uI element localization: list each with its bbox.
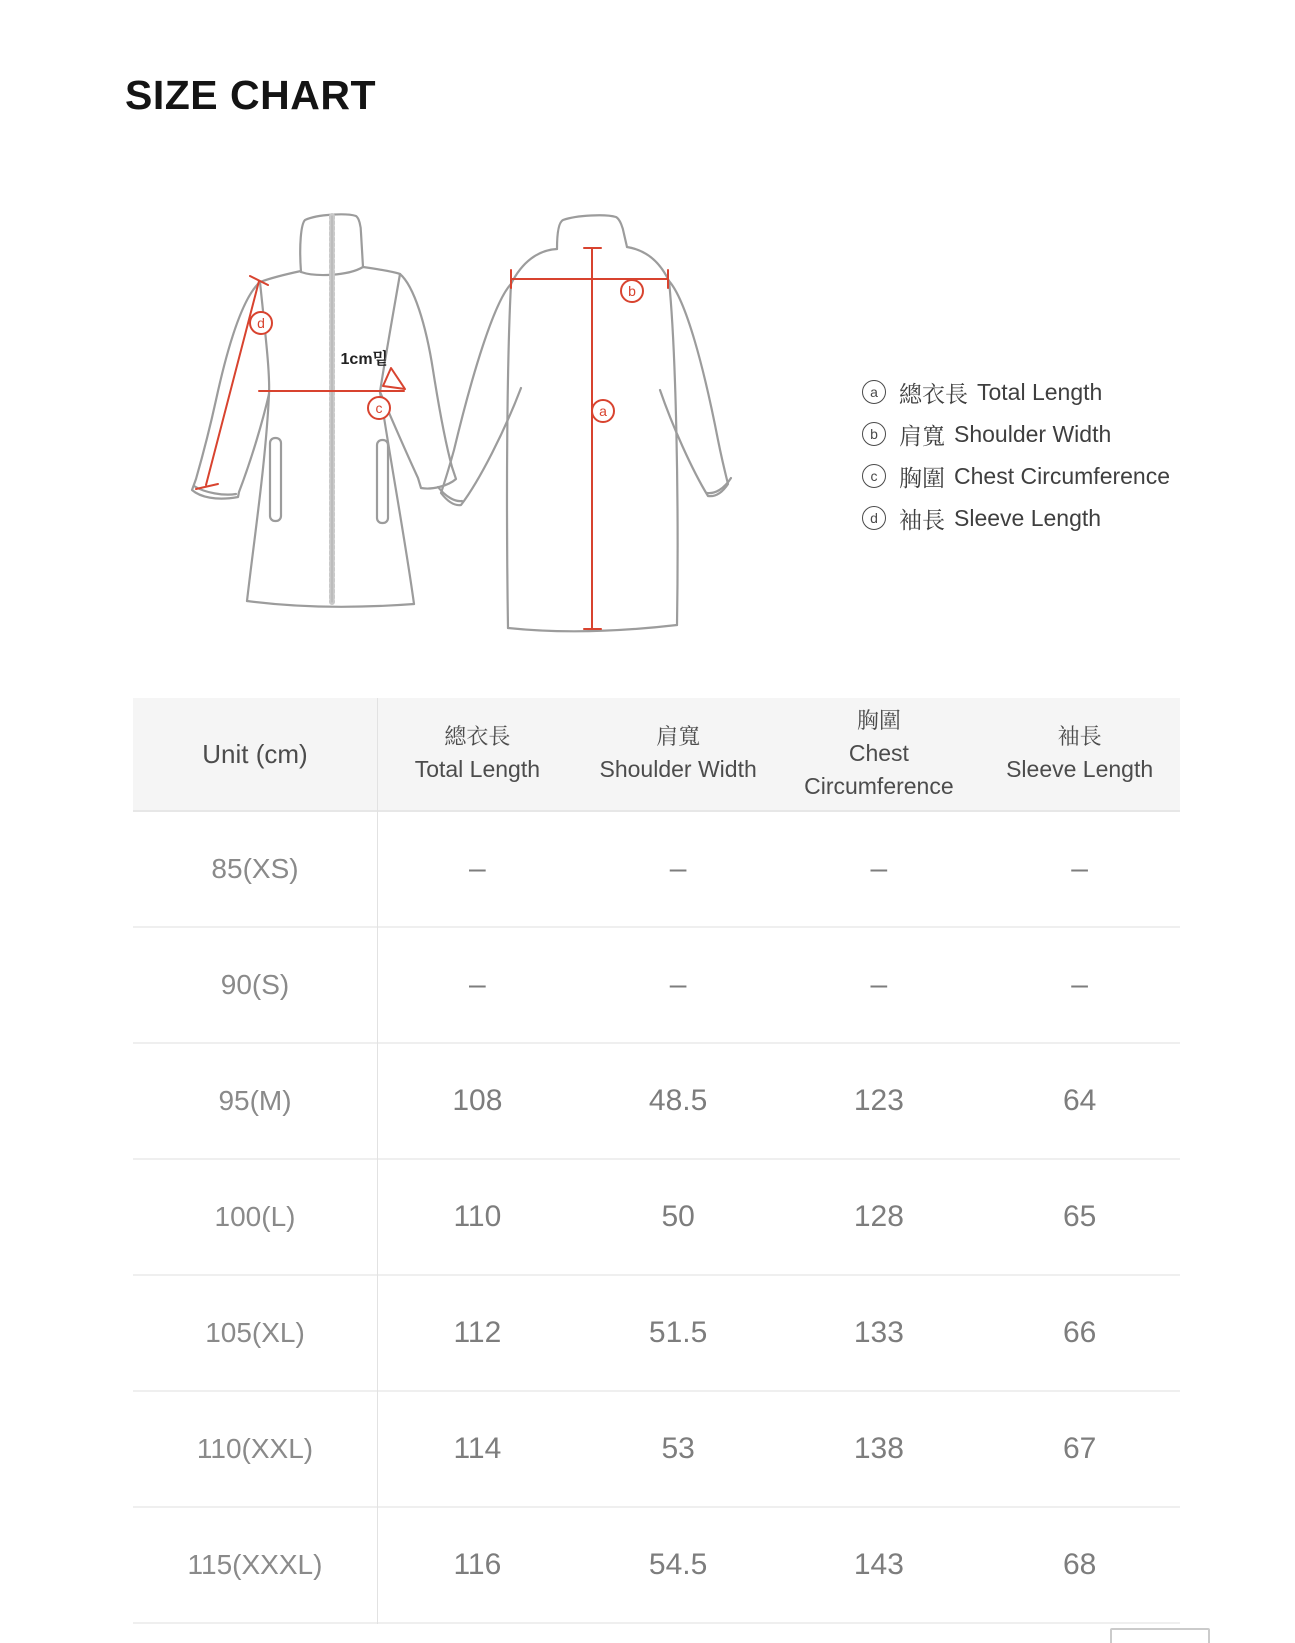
value-sleeve-length: 65 <box>1062 1200 1097 1233</box>
legend-item-shoulder-width <box>862 413 1170 455</box>
value-shoulder-width: 50 <box>661 1200 695 1233</box>
table-row <box>133 1276 1180 1392</box>
mark-letter-c: c <box>375 400 383 416</box>
value-total-length: 112 <box>453 1316 502 1349</box>
value-sleeve-length: 64 <box>1062 1084 1097 1117</box>
legend-circle-a: a <box>862 380 886 404</box>
mark-circle-c <box>368 397 390 419</box>
column-header-sleeve-length <box>979 721 1180 786</box>
column-header-total-length <box>377 721 578 786</box>
front-coat-outline <box>192 214 456 606</box>
legend-item-chest-circumference <box>862 455 1170 497</box>
legend-circle-c: c <box>862 464 886 488</box>
column-header-chest-circumference <box>779 705 980 804</box>
table-row <box>133 1160 1180 1276</box>
value-chest-circumference: 133 <box>853 1316 904 1349</box>
value-total-length: – <box>469 968 486 1001</box>
size-diagram <box>190 205 750 640</box>
table-row <box>133 812 1180 928</box>
value-shoulder-width: 51.5 <box>648 1316 708 1349</box>
legend-item-sleeve-length <box>862 497 1170 539</box>
table-row <box>133 1508 1180 1624</box>
column-zh: 總衣長 <box>444 724 511 750</box>
legend-zh-label: 胸圍 <box>899 464 945 491</box>
mark-letter-d: d <box>257 315 265 331</box>
measurement-legend <box>862 371 1170 539</box>
mark-letter-a: a <box>599 403 607 419</box>
value-total-length: – <box>469 852 486 885</box>
value-shoulder-width: – <box>669 852 687 885</box>
column-zh: 胸圍 <box>856 707 901 733</box>
value-chest-circumference: 143 <box>853 1548 904 1581</box>
legend-en-label: Sleeve Length <box>954 504 1102 531</box>
value-total-length: 108 <box>452 1084 503 1117</box>
size-label: 100(L) <box>214 1201 296 1232</box>
value-total-length: 110 <box>453 1200 502 1233</box>
value-chest-circumference: 138 <box>853 1432 904 1465</box>
legend-zh-label: 總衣長 <box>899 380 968 407</box>
column-header-shoulder-width <box>578 721 779 786</box>
value-sleeve-length: 66 <box>1062 1316 1097 1349</box>
size-label: 85(XS) <box>211 853 299 884</box>
chest-note-label: 1cm밑 <box>340 351 388 368</box>
legend-circle-b: b <box>862 422 886 446</box>
value-chest-circumference: 128 <box>853 1200 904 1233</box>
mark-letter-b: b <box>628 283 636 299</box>
column-en: Total Length <box>414 756 541 783</box>
table-row <box>133 1044 1180 1160</box>
value-chest-circumference: – <box>870 852 888 885</box>
table-row <box>133 1392 1180 1508</box>
value-sleeve-length: 68 <box>1062 1548 1097 1581</box>
measure-line-shoulder-b <box>511 270 668 288</box>
legend-zh-label: 袖長 <box>899 506 945 533</box>
value-chest-circumference: – <box>870 968 888 1001</box>
value-shoulder-width: 48.5 <box>648 1084 708 1117</box>
table-column-divider <box>377 698 378 1624</box>
mark-circle-d <box>250 312 272 334</box>
column-zh: 肩寬 <box>656 724 701 750</box>
measure-line-sleeve-d <box>196 276 268 489</box>
back-coat-outline <box>438 215 731 631</box>
measure-line-length-a <box>584 248 601 629</box>
size-table <box>133 698 1180 1624</box>
mark-circle-b <box>621 280 643 302</box>
value-sleeve-length: – <box>1071 852 1088 885</box>
value-shoulder-width: 53 <box>661 1432 695 1465</box>
page-title: SIZE CHART <box>125 72 376 118</box>
legend-item-total-length <box>862 371 1170 413</box>
column-zh: 袖長 <box>1057 724 1102 750</box>
value-sleeve-length: 67 <box>1062 1432 1097 1465</box>
table-row <box>133 928 1180 1044</box>
unit-header: Unit (cm) <box>202 738 308 769</box>
legend-zh-label: 肩寬 <box>899 422 945 449</box>
mark-circle-a <box>592 400 614 422</box>
value-sleeve-length: – <box>1071 968 1088 1001</box>
value-chest-circumference: 123 <box>853 1084 904 1117</box>
size-label: 95(M) <box>218 1085 292 1116</box>
legend-circle-d: d <box>862 506 886 530</box>
size-label: 115(XXXL) <box>187 1549 323 1580</box>
column-en: Chest Circumference <box>804 739 954 799</box>
value-total-length: 116 <box>453 1548 502 1581</box>
value-total-length: 114 <box>453 1432 502 1465</box>
legend-en-label: Chest Circumference <box>954 462 1171 489</box>
size-label: 90(S) <box>220 969 290 1000</box>
value-shoulder-width: – <box>669 968 687 1001</box>
column-en: Shoulder Width <box>599 756 757 783</box>
legend-en-label: Total Length <box>977 378 1103 405</box>
size-label: 110(XXL) <box>196 1433 314 1464</box>
table-header-row <box>133 698 1180 812</box>
legend-en-label: Shoulder Width <box>954 420 1112 447</box>
clipped-bottom-button[interactable] <box>1110 1628 1210 1643</box>
size-label: 105(XL) <box>205 1317 305 1348</box>
value-shoulder-width: 54.5 <box>648 1548 708 1581</box>
column-en: Sleeve Length <box>1006 756 1154 783</box>
